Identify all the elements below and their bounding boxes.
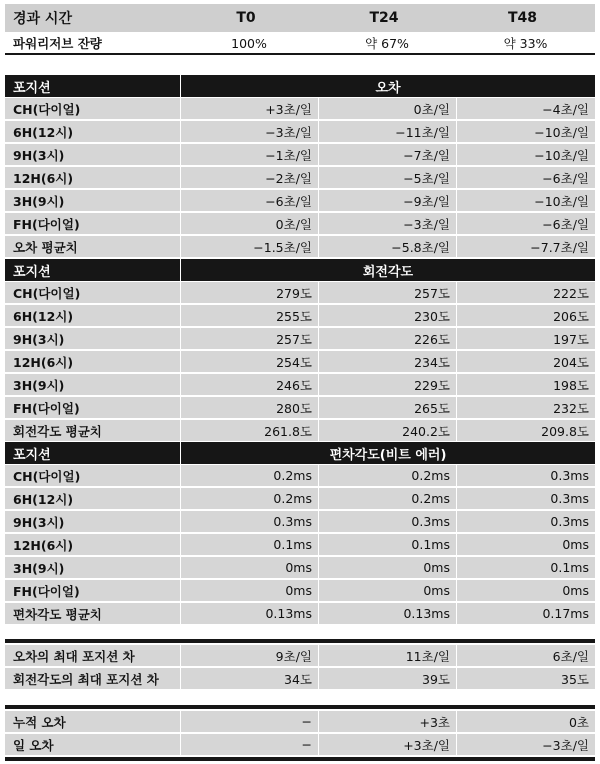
rate-row (5, 167, 595, 189)
value-t24: 0.3ms (318, 511, 456, 532)
col-header-t24: T24 (369, 10, 399, 26)
value-t0: −2초/일 (180, 167, 318, 188)
value-t48: −7.7초/일 (456, 236, 595, 257)
value-t0: 257도 (180, 328, 318, 349)
amplitude-row (5, 305, 595, 327)
value-t48: 232도 (456, 397, 595, 418)
beat-error-section-header (5, 442, 595, 464)
value-t48: 0.3ms (456, 465, 595, 486)
value-t24: +3초/일 (318, 734, 456, 755)
value-t0: − (180, 711, 318, 732)
value-t48: 0.1ms (456, 557, 595, 578)
value-t48: −6초/일 (456, 213, 595, 234)
row-label: 3H(9시) (13, 377, 65, 393)
value-t48: 0.3ms (456, 511, 595, 532)
row-label: 오차 평균치 (13, 239, 78, 255)
amplitude-row (5, 328, 595, 350)
value-t24: 0ms (318, 580, 456, 601)
amplitude-section-title: 회전각도 (180, 259, 595, 281)
value-t48: −6초/일 (456, 167, 595, 188)
beat-row (5, 557, 595, 579)
value-t48: −3초/일 (456, 734, 595, 755)
row-label: 일 오차 (13, 737, 54, 753)
power-reserve-label: 파워리저브 잔량 (13, 36, 102, 51)
row-label: 6H(12시) (13, 491, 74, 507)
col-header-t48: T48 (507, 10, 538, 26)
value-t0: −1초/일 (180, 144, 318, 165)
row-label: CH(다이얼) (13, 468, 81, 484)
value-t48: −10초/일 (456, 121, 595, 142)
divider-bar (5, 639, 595, 643)
value-t0: 280도 (180, 397, 318, 418)
value-t24: 265도 (318, 397, 456, 418)
value-t24: 0.2ms (318, 488, 456, 509)
value-t24: 0.2ms (318, 465, 456, 486)
power-reserve-t48: 약 33% (503, 36, 548, 51)
value-t24: −5초/일 (318, 167, 456, 188)
value-t0: 0.2ms (180, 488, 318, 509)
amplitude-row (5, 374, 595, 396)
divider-bar (5, 757, 595, 761)
row-label: 회전각도 평균치 (13, 423, 102, 439)
rate-row (5, 98, 595, 120)
value-t0: 246도 (180, 374, 318, 395)
amplitude-row (5, 420, 595, 442)
row-label: FH(다이얼) (13, 583, 80, 599)
value-t24: 11초/일 (318, 645, 456, 666)
value-t0: 34도 (180, 668, 318, 689)
position-header-label: 포지션 (13, 264, 51, 280)
value-t24: 39도 (318, 668, 456, 689)
amplitude-row (5, 351, 595, 373)
beat-row (5, 488, 595, 510)
power-reserve-t24: 약 67% (365, 36, 409, 51)
rate-row (5, 236, 595, 258)
delta-row (5, 645, 595, 667)
value-t48: 0ms (456, 580, 595, 601)
value-t0: 9초/일 (180, 645, 318, 666)
beat-row (5, 534, 595, 556)
value-t0: 261.8도 (180, 420, 318, 441)
value-t0: 254도 (180, 351, 318, 372)
value-t48: 209.8도 (456, 420, 595, 441)
value-t24: 0.13ms (318, 603, 456, 624)
value-t48: 0.17ms (456, 603, 595, 624)
value-t48: 204도 (456, 351, 595, 372)
rate-section-title: 오차 (180, 75, 595, 97)
value-t24: −7초/일 (318, 144, 456, 165)
elapsed-time-label: 경과 시간 (13, 11, 72, 27)
row-label: 9H(3시) (13, 514, 65, 530)
value-t48: 197도 (456, 328, 595, 349)
amplitude-row (5, 282, 595, 304)
row-label: 12H(6시) (13, 354, 74, 370)
elapsed-time-header-row (5, 4, 595, 32)
rate-section-header (5, 75, 595, 97)
value-t0: 0.13ms (180, 603, 318, 624)
value-t24: 230도 (318, 305, 456, 326)
position-header-label: 포지션 (13, 80, 51, 96)
row-label: CH(다이얼) (13, 285, 81, 301)
value-t0: +3초/일 (180, 98, 318, 119)
row-label: 9H(3시) (13, 147, 65, 163)
value-t0: 0ms (180, 557, 318, 578)
row-label: 12H(6시) (13, 170, 74, 186)
amplitude-section-header (5, 259, 595, 281)
beat-row (5, 465, 595, 487)
value-t48: 35도 (456, 668, 595, 689)
value-t0: 0.3ms (180, 511, 318, 532)
row-label: 회전각도의 최대 포지션 차 (13, 671, 159, 687)
rate-row (5, 213, 595, 235)
value-t0: 0.1ms (180, 534, 318, 555)
rate-row (5, 121, 595, 143)
power-reserve-t0: 100% (231, 35, 267, 51)
value-t0: 279도 (180, 282, 318, 303)
row-label: 6H(12시) (13, 308, 74, 324)
value-t0: 0ms (180, 580, 318, 601)
divider-bar (5, 705, 595, 709)
col-header-t0: T0 (236, 10, 256, 26)
value-t24: 0초/일 (318, 98, 456, 119)
row-label: 12H(6시) (13, 537, 74, 553)
value-t24: +3초 (318, 711, 456, 732)
value-t24: 229도 (318, 374, 456, 395)
beat-row (5, 580, 595, 602)
value-t0: − (180, 734, 318, 755)
value-t48: 6초/일 (456, 645, 595, 666)
value-t48: 0ms (456, 534, 595, 555)
value-t24: 0.1ms (318, 534, 456, 555)
row-label: 편차각도 평균치 (13, 606, 102, 622)
value-t48: 206도 (456, 305, 595, 326)
value-t24: −3초/일 (318, 213, 456, 234)
beat-row (5, 511, 595, 533)
value-t0: 0초/일 (180, 213, 318, 234)
value-t48: 0초 (456, 711, 595, 732)
row-label: FH(다이얼) (13, 400, 80, 416)
value-t48: −10초/일 (456, 144, 595, 165)
beat-row (5, 603, 595, 625)
value-t24: −11초/일 (318, 121, 456, 142)
row-label: CH(다이얼) (13, 101, 81, 117)
position-header-label: 포지션 (13, 447, 51, 463)
row-label: 3H(9시) (13, 193, 65, 209)
row-label: 누적 오차 (13, 714, 66, 730)
value-t24: 240.2도 (318, 420, 456, 441)
value-t48: 198도 (456, 374, 595, 395)
row-label: 6H(12시) (13, 124, 74, 140)
value-t24: 257도 (318, 282, 456, 303)
value-t0: 255도 (180, 305, 318, 326)
value-t0: 0.2ms (180, 465, 318, 486)
value-t0: −1.5초/일 (180, 236, 318, 257)
total-row (5, 711, 595, 733)
value-t24: 234도 (318, 351, 456, 372)
value-t48: −10초/일 (456, 190, 595, 211)
value-t48: 0.3ms (456, 488, 595, 509)
rate-row (5, 144, 595, 166)
total-row (5, 734, 595, 756)
value-t24: −9초/일 (318, 190, 456, 211)
row-label: 3H(9시) (13, 560, 65, 576)
value-t48: 222도 (456, 282, 595, 303)
value-t24: −5.8초/일 (318, 236, 456, 257)
delta-row (5, 668, 595, 690)
row-label: 9H(3시) (13, 331, 65, 347)
value-t24: 226도 (318, 328, 456, 349)
value-t24: 0ms (318, 557, 456, 578)
amplitude-row (5, 397, 595, 419)
value-t0: −3초/일 (180, 121, 318, 142)
value-t0: −6초/일 (180, 190, 318, 211)
rate-row (5, 190, 595, 212)
value-t48: −4초/일 (456, 98, 595, 119)
row-label: FH(다이얼) (13, 216, 80, 232)
beat-error-section-title: 편차각도(비트 에러) (180, 442, 595, 464)
power-reserve-row (5, 33, 595, 55)
row-label: 오차의 최대 포지션 차 (13, 648, 135, 664)
